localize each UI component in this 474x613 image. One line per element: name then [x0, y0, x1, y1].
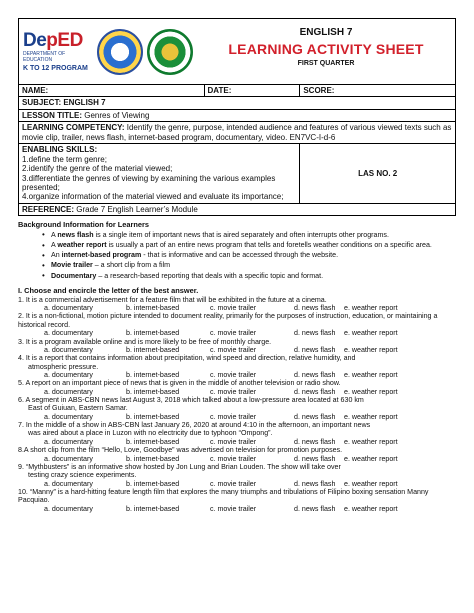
question-item: [18, 354, 456, 379]
question-item: [18, 421, 456, 446]
answer-choices: [18, 388, 450, 396]
answer-choice[interactable]: a. documentary: [44, 412, 93, 421]
question-list: [18, 296, 456, 513]
item-term: Movie trailer: [51, 261, 93, 270]
sheet-title: LEARNING ACTIVITY SHEET: [228, 40, 424, 57]
answer-choice[interactable]: d. news flash: [294, 454, 336, 463]
answer-choice[interactable]: d. news flash: [294, 504, 336, 513]
answer-choices: [18, 480, 450, 488]
item-term: Documentary: [51, 271, 97, 280]
subject-cell: SUBJECT: ENGLISH 7: [19, 97, 456, 109]
answer-choices: [18, 505, 450, 513]
deped-wordmark: [23, 31, 93, 51]
answer-choice[interactable]: e. weather report: [344, 504, 398, 513]
question-text-continued: East of Guiuan, Eastern Samar.: [28, 404, 128, 413]
answer-choice[interactable]: a. documentary: [44, 437, 93, 446]
learning-activity-sheet: [18, 18, 456, 513]
question-text: 4. It is a report that contains information about precipitation, wind speed and direction, relative humidity, and: [18, 354, 356, 363]
answer-choice[interactable]: c. movie trailer: [210, 304, 257, 313]
answer-choice[interactable]: a. documentary: [44, 479, 93, 488]
question-text-continued: testing crazy science experiments.: [28, 471, 137, 480]
deped-wordmark-a: De: [23, 29, 47, 51]
item-pre: An: [51, 251, 62, 260]
answer-choice[interactable]: c. movie trailer: [210, 345, 257, 354]
question-item: [18, 396, 456, 421]
question-text: 3. It is a program available online and is more likely to be free of monthly charge.: [18, 337, 272, 346]
item-term: internet-based program: [61, 251, 142, 260]
answer-choice[interactable]: c. movie trailer: [210, 329, 257, 338]
lesson-value: Genres of Viewing: [82, 110, 150, 120]
question-text: 7. In the middle of a show in ABS-CBN last January 26, 2020 at around 4:10 in the afternoon, an important news: [18, 421, 371, 430]
quarter-label: FIRST QUARTER: [297, 60, 355, 68]
skills-row: [19, 144, 456, 204]
background-item: [42, 251, 456, 259]
date-field[interactable]: DATE:: [204, 85, 300, 97]
background-list: [42, 231, 456, 280]
question-item: [18, 338, 456, 355]
lesson-label: LESSON TITLE:: [22, 110, 82, 120]
info-table: [18, 84, 456, 216]
deped-wordmark-b: pED: [46, 29, 83, 51]
subject-heading: ENGLISH 7: [299, 27, 353, 38]
answer-choice[interactable]: d. news flash: [294, 370, 336, 379]
k12-label: K TO 12 PROGRAM: [23, 64, 88, 72]
answer-choice[interactable]: b. internet-based: [126, 504, 180, 513]
reference-cell: [19, 203, 456, 215]
skill-item: 1.define the term genre;: [22, 154, 107, 164]
deped-logo: [23, 31, 93, 73]
background-item: [42, 261, 456, 269]
answer-choices: [18, 438, 450, 446]
question-text: 9. “Mythbusters” is an informative show hosted by Jon Lung and Brian Louden. The show will take over: [18, 462, 341, 471]
answer-choices: [18, 413, 450, 421]
answer-choice[interactable]: e. weather report: [344, 412, 398, 421]
question-item: [18, 296, 456, 313]
answer-choice[interactable]: e. weather report: [344, 329, 398, 338]
answer-choice[interactable]: c. movie trailer: [210, 437, 257, 446]
answer-choice[interactable]: e. weather report: [344, 345, 398, 354]
question-item: [18, 488, 456, 513]
answer-choice[interactable]: e. weather report: [344, 304, 398, 313]
name-field[interactable]: NAME:: [19, 85, 205, 97]
reference-label: REFERENCE:: [22, 204, 75, 214]
answer-choice[interactable]: a. documentary: [44, 504, 93, 513]
deped-subtitle: DEPARTMENT OF EDUCATION: [23, 50, 66, 63]
answer-choice[interactable]: e. weather report: [344, 370, 398, 379]
item-term: weather report: [57, 241, 107, 250]
answer-choice[interactable]: d. news flash: [294, 387, 336, 396]
answer-choice[interactable]: b. internet-based: [126, 304, 180, 313]
answer-choice[interactable]: d. news flash: [294, 479, 336, 488]
reference-row: [19, 203, 456, 215]
answer-choice[interactable]: c. movie trailer: [210, 387, 257, 396]
question-text: 5. A report on an important piece of news that is given in the middle of another television or radio show.: [18, 379, 341, 388]
competency-label: LEARNING COMPETENCY:: [22, 123, 125, 133]
answer-choice[interactable]: d. news flash: [294, 304, 336, 313]
item-pre: A: [51, 241, 58, 250]
name-row: [19, 85, 456, 97]
answer-choice[interactable]: d. news flash: [294, 345, 336, 354]
answer-choice[interactable]: a. documentary: [44, 345, 93, 354]
background-item: [42, 272, 456, 280]
skills-cell: [19, 144, 300, 204]
answer-choice[interactable]: e. weather report: [344, 437, 398, 446]
answer-choice[interactable]: c. movie trailer: [210, 454, 257, 463]
answer-choice[interactable]: b. internet-based: [126, 329, 180, 338]
question-text: 6. A segment in ABS-CBN news last August 3, 2018 which talked about a low-pressure area located at 630 km: [18, 396, 364, 405]
las-number: LAS NO. 2: [300, 144, 456, 204]
item-post: is usually a part of an entire news program that tells and foretells weather conditions on a specific area.: [106, 241, 432, 250]
answer-choice[interactable]: b. internet-based: [126, 370, 180, 379]
score-field[interactable]: SCORE:: [300, 85, 456, 97]
answer-choice[interactable]: b. internet-based: [126, 387, 180, 396]
competency-cell: [19, 122, 456, 144]
reference-value: Grade 7 English Learner’s Module: [74, 204, 198, 214]
answer-choice[interactable]: d. news flash: [294, 437, 336, 446]
item-pre: A: [51, 230, 58, 239]
question-text-continued: atmospheric pressure.: [28, 362, 99, 371]
answer-choice[interactable]: e. weather report: [344, 387, 398, 396]
skills-label: ENABLING SKILLS:: [22, 145, 98, 155]
question-item: [18, 379, 456, 396]
item-term: news flash: [57, 230, 94, 239]
answer-choice[interactable]: b. internet-based: [126, 437, 180, 446]
deped-seal-icon: [97, 29, 143, 75]
answer-choice[interactable]: b. internet-based: [126, 412, 180, 421]
skill-item: 2.identify the genre of the material viewed;: [22, 164, 173, 174]
question-text: 2. It is a non-fictional, motion picture intended to document reality, primarily for the purposes of instruction, education, or maintaining a historical record.: [18, 312, 438, 329]
answer-choice[interactable]: d. news flash: [294, 412, 336, 421]
answer-choice[interactable]: c. movie trailer: [210, 479, 257, 488]
answer-choice[interactable]: d. news flash: [294, 329, 336, 338]
logos: [19, 19, 197, 84]
background-item: [42, 241, 456, 249]
answer-choice[interactable]: c. movie trailer: [210, 370, 257, 379]
answer-choice[interactable]: a. documentary: [44, 329, 93, 338]
division-seal-icon: [147, 29, 193, 75]
competency-row: [19, 122, 456, 144]
answer-choices: [18, 329, 450, 337]
item-post: - that is informative and can be accessed through the website.: [141, 251, 339, 260]
answer-choice[interactable]: b. internet-based: [126, 345, 180, 354]
question-item: [18, 463, 456, 488]
lesson-cell: [19, 109, 456, 121]
title-block: [197, 19, 455, 84]
question-text: 10. “Manny” is a hard-hitting feature length film that explores the many triumphs and tribulations of Filipino boxing sensation Manny Pacquiao.: [18, 487, 429, 505]
answer-choice[interactable]: e. weather report: [344, 479, 398, 488]
answer-choices: [18, 455, 450, 463]
answer-choice[interactable]: c. movie trailer: [210, 504, 257, 513]
answer-choice[interactable]: a. documentary: [44, 304, 93, 313]
lesson-row: [19, 109, 456, 121]
sheet-header: [18, 18, 456, 84]
question-text-continued: was aired about a place in Luzon with no electricity due to typhoon “Ompong”.: [28, 429, 273, 438]
question-text: 8.A short clip from the film “Hello, Love, Goodbye” was advertised on television for promotion purposes.: [18, 446, 343, 455]
skill-item: 3.differentiate the genres of viewing by examining the various examples presented;: [22, 173, 276, 192]
answer-choice[interactable]: a. documentary: [44, 454, 93, 463]
answer-choice[interactable]: b. internet-based: [126, 479, 180, 488]
question-item: [18, 312, 456, 337]
answer-choice[interactable]: b. internet-based: [126, 454, 180, 463]
item-post: – a research-based reporting that deals with a specific topic and format.: [96, 271, 324, 280]
answer-choice[interactable]: c. movie trailer: [210, 412, 257, 421]
question-item: [18, 446, 456, 463]
background-title: Background Information for Learners: [18, 220, 149, 230]
answer-choices: [18, 371, 450, 379]
answer-choices: [18, 346, 450, 354]
item-post: is a single item of important news that is aired separately and often interrupts other programs.: [93, 230, 389, 239]
answer-choice[interactable]: a. documentary: [44, 387, 93, 396]
answer-choice[interactable]: a. documentary: [44, 370, 93, 379]
exercise-title: I. Choose and encircle the letter of the best answer.: [18, 285, 199, 295]
question-text: 1. It is a commercial advertisement for a feature film that will be exhibited in the future at a cinema.: [18, 295, 327, 304]
skill-item: 4.organize information of the material viewed and evaluate its importance;: [22, 192, 284, 202]
answer-choice[interactable]: e. weather report: [344, 454, 398, 463]
competency-value: Identify the genre, purpose, intended audience and features of various viewed texts such as movie clip, trailer, news flash, internet-based program, documentary, video. EN7VC-I-d-6: [22, 123, 452, 142]
answer-choices: [18, 304, 450, 312]
background-item: [42, 231, 456, 239]
subject-row: [19, 97, 456, 109]
item-post: – a short clip from a film: [92, 261, 171, 270]
